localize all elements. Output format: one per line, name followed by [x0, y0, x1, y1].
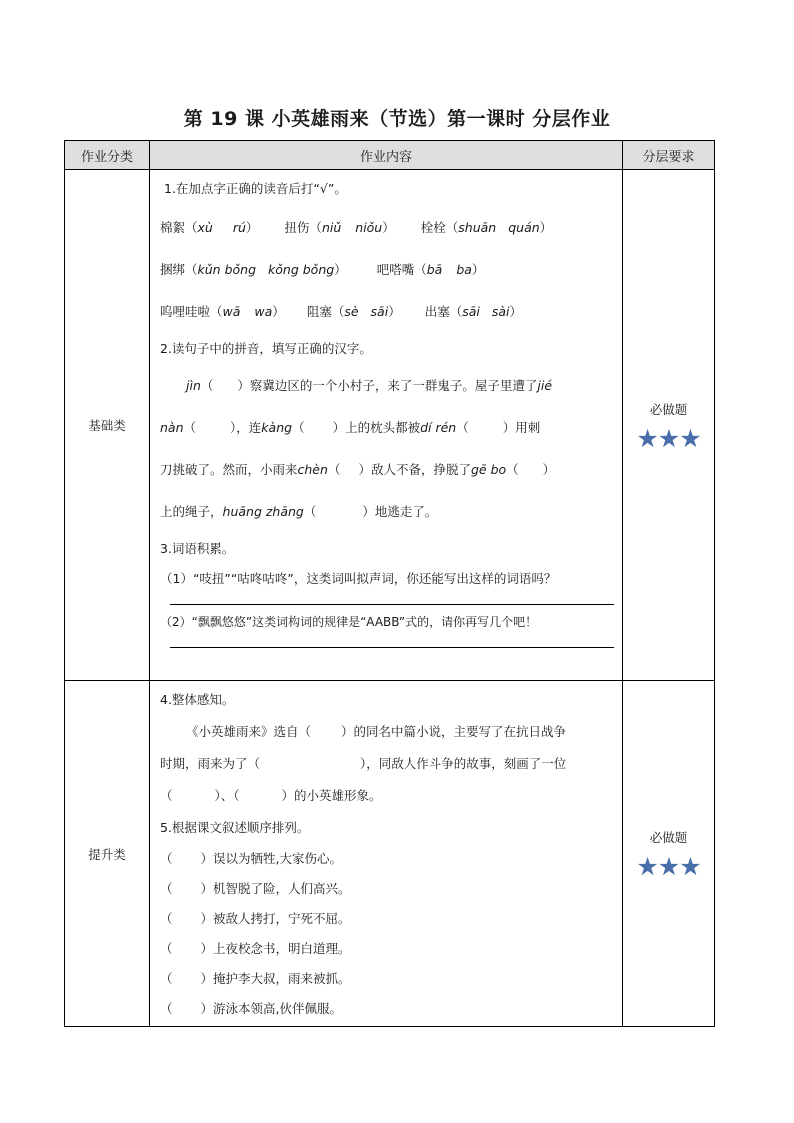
- q2-pinyin-chen: chèn: [297, 461, 328, 477]
- q1-item-3-close: ）: [539, 220, 553, 235]
- q2-text: ），连: [230, 420, 262, 435]
- q4-prompt: 4.整体感知。: [160, 692, 235, 707]
- q5-item: [160, 903, 616, 933]
- q2-blank-open: （: [183, 420, 197, 435]
- q1-item-3-opt-a: shuān: [458, 219, 497, 235]
- q2-line-4: [160, 490, 616, 532]
- q2-text: ）上的枕头都被: [332, 420, 421, 435]
- q2-text: ）敌人不备，挣脱了: [358, 462, 471, 477]
- q4-text: ）的同名中篇小说，主要写了在抗日战争: [341, 724, 567, 739]
- q5-item: [160, 963, 616, 993]
- q5-blank-open: （: [160, 971, 173, 986]
- q2-text: ）用刺: [502, 420, 541, 435]
- q2-pinyin-nan: nàn: [160, 419, 184, 435]
- q1-prompt: 1.在加点字正确的读音后打“√”。: [164, 181, 347, 196]
- q1-item-7-opt-a: sè: [344, 303, 359, 319]
- q1-item-6-close: ）: [272, 304, 285, 319]
- q5-item-text: 机智脱了险，人们高兴。: [213, 881, 351, 896]
- basic-requirement-label: 必做题: [649, 401, 688, 417]
- q1-item-5-word: 吧嗒嘴（: [376, 262, 427, 277]
- q1-row-2: [160, 248, 616, 290]
- basic-requirement: [623, 170, 715, 681]
- basic-content: [150, 170, 623, 681]
- q1-row-1: [160, 206, 616, 248]
- q4-line-1: [160, 715, 616, 747]
- q4-line-3: [160, 779, 616, 811]
- q1-item-6-opt-a: wā: [222, 303, 241, 319]
- q5-blank-open: （: [160, 881, 173, 896]
- q2-pinyin-jie: jié: [537, 377, 553, 393]
- q3-prompt: 3.词语积累。: [160, 541, 235, 556]
- q1-item-8-close: ）: [509, 304, 523, 319]
- advanced-row: [65, 681, 715, 1027]
- q5-item-text: 掩护李大叔，雨来被抓。: [213, 971, 351, 986]
- basic-row: [65, 170, 715, 681]
- q5-item-text: 游泳本领高,伙伴佩服。: [213, 1001, 343, 1016]
- q2-blank-close: ）: [542, 462, 556, 477]
- header-row: [65, 141, 715, 170]
- q1-item-6-word: 呜哩哇啦（: [160, 304, 223, 319]
- q2-pinyin-kang: kàng: [261, 419, 293, 435]
- q1-row-3: [160, 290, 616, 332]
- header-category: 作业分类: [65, 141, 150, 170]
- q3-sub-1: （1）“吱扭”“咕咚咕咚”，这类词叫拟声词，你还能写出这样的词语吗？: [160, 571, 557, 586]
- q1-item-2-opt-a: niǔ: [321, 219, 342, 235]
- q2-text: ）察冀边区的一个小村子，来了一群鬼子。屋子里遭了: [237, 378, 538, 393]
- q1-item-7-close: ）: [388, 304, 401, 319]
- q1-item-2-word: 扭伤（: [284, 220, 322, 235]
- header-content: 作业内容: [150, 141, 623, 170]
- q2-line-2: [160, 406, 616, 448]
- q2-blank-open: （: [506, 462, 519, 477]
- q4-text: ）的小英雄形象。: [281, 788, 382, 803]
- q5-blank-open: （: [160, 1001, 173, 1016]
- q5-blank-close: ）: [200, 971, 214, 986]
- advanced-category: 提升类: [65, 681, 150, 1027]
- q4-text: （: [160, 788, 173, 803]
- q1-item-3-opt-b: quán: [508, 219, 540, 235]
- q1-item-8-word: 出塞（: [424, 304, 463, 319]
- q1-item-2-opt-b: niǒu: [355, 219, 383, 235]
- q1-item-1-close: ）: [245, 220, 259, 235]
- q2-pinyin-huangzhang: huāng zhāng: [222, 503, 304, 519]
- q5-blank-close: ）: [200, 941, 214, 956]
- advanced-requirement: [623, 681, 715, 1027]
- q3-answer-line-1[interactable]: [170, 592, 614, 605]
- q5-item: [160, 843, 616, 873]
- q1-item-5-opt-a: bā: [426, 261, 443, 277]
- q4-text: ），同敌人作斗争的故事，刻画了一位: [360, 756, 567, 771]
- q4-text: ）、（: [214, 788, 240, 803]
- q1-item-4-word: 捆绑（: [160, 262, 198, 277]
- q2-text: 刀挑破了。然而，小雨来: [160, 462, 298, 477]
- q2-blank-open: （: [200, 378, 214, 393]
- q1-item-5-opt-b: ba: [456, 261, 472, 277]
- q1-item-8-opt-a: sāi: [462, 303, 480, 319]
- q5-blank-open: （: [160, 941, 173, 956]
- q5-item: [160, 993, 616, 1023]
- q5-prompt: 5.根据课文叙述顺序排列。: [160, 820, 310, 835]
- q5-item: [160, 873, 616, 903]
- q2-text: 上的绳子，: [160, 504, 223, 519]
- q2-blank-open: （: [456, 420, 469, 435]
- q1-item-4-opt-a: kǔn bǒng: [197, 261, 257, 277]
- q5-blank-open: （: [160, 911, 173, 926]
- advanced-content: [150, 681, 623, 1027]
- q4-line-2: [160, 747, 616, 779]
- star-rating-icon: ★★★: [636, 852, 701, 881]
- q1-item-1-opt-a: xù: [197, 219, 213, 235]
- q2-line-1: [160, 364, 616, 406]
- basic-category: 基础类: [65, 170, 150, 681]
- q2-blank-open: （: [327, 462, 341, 477]
- q5-item-text: 误以为牺牲,大家伤心。: [213, 851, 343, 866]
- q4-text: 时期，雨来为了（: [160, 756, 261, 771]
- q5-item-text: 被敌人拷打，宁死不屈。: [213, 911, 351, 926]
- q2-blank-open: （: [292, 420, 305, 435]
- q2-pinyin-diren: dí rén: [420, 419, 457, 435]
- q1-item-8-opt-b: sài: [491, 303, 510, 319]
- q2-pinyin-gebo: gē bo: [470, 461, 507, 477]
- advanced-requirement-label: 必做题: [649, 830, 688, 845]
- q5-blank-close: ）: [200, 911, 214, 926]
- q1-item-7-opt-b: sāi: [370, 303, 389, 319]
- q5-blank-close: ）: [200, 851, 214, 866]
- page-title: 第 19 课 小英雄雨来（节选）第一课时 分层作业: [183, 108, 611, 130]
- q5-blank-close: ）: [200, 881, 214, 896]
- header-requirement: 分层要求: [623, 141, 715, 170]
- worksheet-table: [64, 140, 715, 1027]
- q1-item-6-opt-b: wa: [254, 303, 273, 319]
- q1-item-3-word: 栓栓（: [420, 220, 459, 235]
- q5-blank-close: ）: [200, 1001, 214, 1016]
- q5-item: [160, 933, 616, 963]
- q3-answer-line-2[interactable]: [170, 637, 614, 648]
- q4-text: 《小英雄雨来》选自（: [186, 724, 312, 739]
- q2-pinyin-jin: jìn: [186, 377, 201, 393]
- q1-item-5-close: ）: [471, 262, 485, 277]
- q1-item-4-opt-b: kǒng bǒng: [268, 261, 335, 277]
- q5-item-text: 上夜校念书，明白道理。: [213, 941, 351, 956]
- q1-item-1-opt-b: rú: [232, 219, 246, 235]
- q1-item-2-close: ）: [382, 220, 395, 235]
- q2-blank-open: （: [303, 504, 317, 519]
- star-rating-icon: ★★★: [636, 423, 701, 453]
- q1-item-7-word: 阻塞（: [306, 304, 345, 319]
- q5-blank-open: （: [160, 851, 173, 866]
- q1-item-1-word: 棉絮（: [160, 220, 198, 235]
- q2-prompt: 2.读句子中的拼音，填写正确的汉字。: [160, 341, 372, 356]
- q2-text: ）地逃走了。: [362, 504, 438, 519]
- q3-sub-2: （2）“飘飘悠悠”这类词构词的规律是“AABB”式的，请你再写几个吧！: [160, 614, 538, 629]
- q2-line-3: [160, 448, 616, 490]
- q1-item-4-close: ）: [334, 262, 347, 277]
